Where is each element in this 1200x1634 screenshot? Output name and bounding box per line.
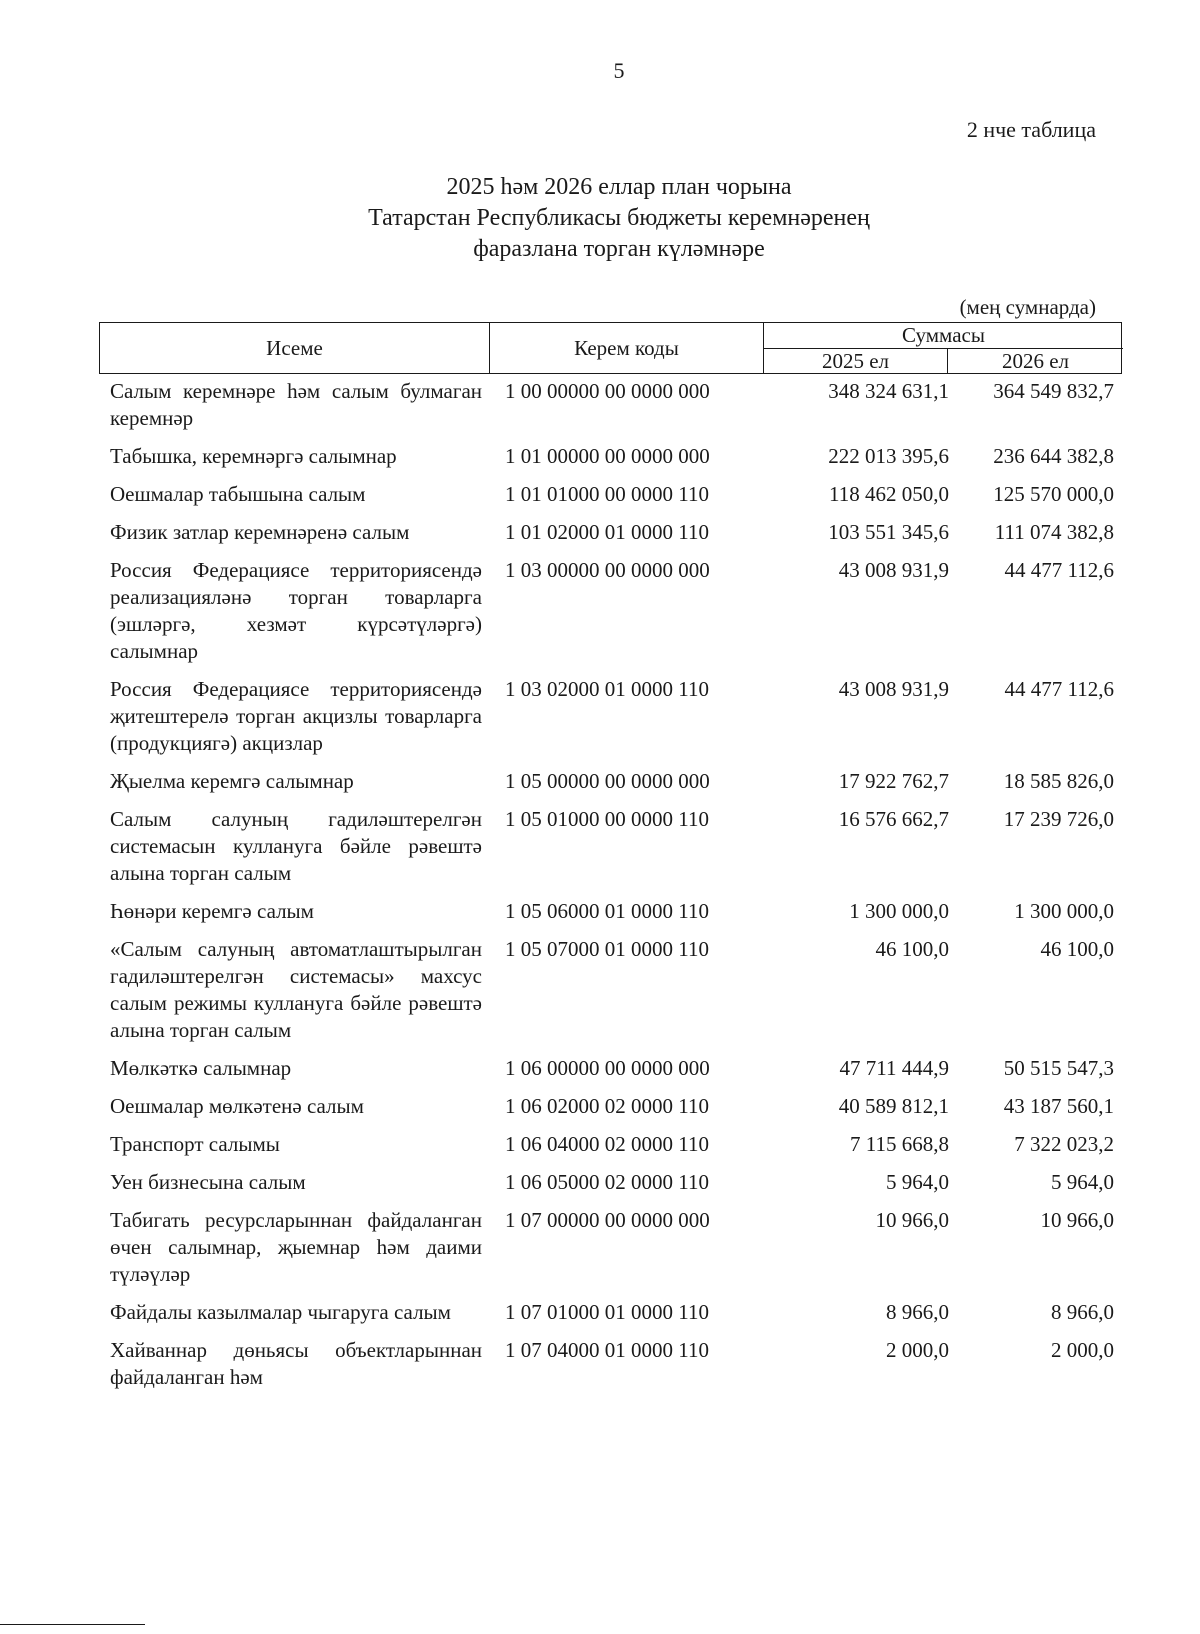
row-name: Оешмалар мөлкәтенә салым — [110, 1094, 364, 1118]
row-value-2026: 44 477 112,6 — [1004, 677, 1114, 701]
row-value-2025: 17 922 762,7 — [838, 769, 949, 793]
units-note: (мең сумнарда) — [959, 295, 1096, 319]
row-name: Җыелма керемгә салымнар — [110, 769, 354, 793]
row-name: Оешмалар табышына салым — [110, 482, 366, 506]
row-value-2026: 44 477 112,6 — [1004, 558, 1114, 582]
row-code: 1 00 00000 00 0000 000 — [505, 379, 710, 403]
table-row — [99, 519, 1122, 557]
header-year-2025: 2025 ел — [764, 349, 948, 374]
row-value-2026: 8 966,0 — [1051, 1300, 1114, 1324]
row-name: Транспорт салымы — [110, 1132, 280, 1156]
row-name: Хайваннар дөньясы объектларыннан файдаланган һәм — [110, 1338, 482, 1389]
row-code: 1 03 02000 01 0000 110 — [505, 677, 709, 701]
row-value-2025: 46 100,0 — [875, 937, 949, 961]
table-row — [99, 1207, 1122, 1299]
row-value-2025: 8 966,0 — [886, 1300, 949, 1324]
row-value-2025: 348 324 631,1 — [828, 379, 949, 403]
table-row — [99, 481, 1122, 519]
row-code: 1 06 02000 02 0000 110 — [505, 1094, 709, 1118]
table-number: 2 нче таблица — [966, 117, 1096, 142]
row-value-2026: 10 966,0 — [1040, 1208, 1114, 1232]
title-line-3: фаразлана торган күләмнәре — [473, 236, 765, 262]
table-row — [99, 768, 1122, 806]
row-value-2025: 103 551 345,6 — [828, 520, 949, 544]
row-name: Мөлкәткә салымнар — [110, 1056, 292, 1080]
document-title — [0, 172, 1200, 265]
row-value-2026: 125 570 000,0 — [993, 482, 1114, 506]
row-code: 1 06 04000 02 0000 110 — [505, 1132, 709, 1156]
row-code: 1 07 00000 00 0000 000 — [505, 1208, 710, 1232]
table-row — [99, 1299, 1122, 1337]
row-code: 1 06 05000 02 0000 110 — [505, 1170, 709, 1194]
table-row — [99, 676, 1122, 768]
table-row — [99, 1055, 1122, 1093]
header-year-2026: 2026 ел — [1001, 349, 1070, 373]
row-name: Һөнәри керемгә салым — [110, 899, 314, 923]
row-value-2026: 7 322 023,2 — [1014, 1132, 1114, 1156]
table-row — [99, 898, 1122, 936]
table-row — [99, 936, 1122, 1055]
row-value-2025: 222 013 395,6 — [828, 444, 949, 468]
page-number: 5 — [613, 58, 625, 83]
row-name: Физик затлар керемнәренә салым — [110, 520, 410, 544]
row-value-2026: 46 100,0 — [1040, 937, 1114, 961]
header-name: Исеме — [100, 323, 490, 373]
row-value-2025: 7 115 668,8 — [850, 1132, 949, 1156]
row-code: 1 05 00000 00 0000 000 — [505, 769, 710, 793]
row-value-2026: 50 515 547,3 — [1003, 1056, 1114, 1080]
row-name: Россия Федерациясе территориясендә җитештерелә торган акцизлы товарларга (продукциягә) акцизлар — [110, 677, 482, 755]
row-value-2025: 118 462 050,0 — [829, 482, 949, 506]
row-value-2025: 5 964,0 — [886, 1170, 949, 1194]
header-sums: Суммасы — [764, 323, 1123, 349]
table-row — [99, 1131, 1122, 1169]
row-code: 1 01 02000 01 0000 110 — [505, 520, 709, 544]
table-header — [99, 322, 1122, 374]
row-name: Россия Федерациясе территориясендә реализацияләнә торган товарларга (эшләргә, хезмәт күрсәтүләргә) салымнар — [110, 558, 482, 663]
row-name: Салым салуның гадиләштерелгән системасын куллануга бәйле рәвештә алына торган салым — [110, 807, 482, 885]
row-name: Уен бизнесына салым — [110, 1170, 306, 1194]
row-code: 1 01 00000 00 0000 000 — [505, 444, 710, 468]
row-code: 1 05 01000 00 0000 110 — [505, 807, 709, 831]
table-row — [99, 1337, 1122, 1402]
row-value-2025: 10 966,0 — [875, 1208, 949, 1232]
row-value-2025: 40 589 812,1 — [838, 1094, 949, 1118]
row-value-2026: 364 549 832,7 — [993, 379, 1114, 403]
row-value-2026: 236 644 382,8 — [993, 444, 1114, 468]
footnote-divider — [0, 1624, 145, 1625]
title-line-2: Татарстан Республикасы бюджеты керемнәренең — [368, 205, 870, 231]
row-code: 1 07 04000 01 0000 110 — [505, 1338, 709, 1362]
row-value-2026: 1 300 000,0 — [1014, 899, 1114, 923]
table-row — [99, 378, 1122, 443]
row-code: 1 05 07000 01 0000 110 — [505, 937, 709, 961]
row-name: Табышка, керемнәргә салымнар — [110, 444, 397, 468]
row-value-2026: 17 239 726,0 — [1003, 807, 1114, 831]
row-code: 1 05 06000 01 0000 110 — [505, 899, 709, 923]
row-name: Салым керемнәре һәм салым булмаган керемнәр — [110, 379, 482, 430]
row-value-2026: 18 585 826,0 — [1003, 769, 1114, 793]
table-row — [99, 557, 1122, 676]
row-code: 1 03 00000 00 0000 000 — [505, 558, 710, 582]
table-row — [99, 1169, 1122, 1207]
table-row — [99, 806, 1122, 898]
row-value-2026: 111 074 382,8 — [994, 520, 1114, 544]
row-code: 1 06 00000 00 0000 000 — [505, 1056, 710, 1080]
table-body — [99, 378, 1122, 1402]
table-row — [99, 443, 1122, 481]
table-row — [99, 1093, 1122, 1131]
title-line-1: 2025 һәм 2026 еллар план чорына — [446, 174, 792, 200]
row-value-2025: 43 008 931,9 — [838, 677, 949, 701]
row-value-2026: 43 187 560,1 — [1003, 1094, 1114, 1118]
row-value-2025: 1 300 000,0 — [849, 899, 949, 923]
row-value-2026: 2 000,0 — [1051, 1338, 1114, 1362]
row-value-2025: 2 000,0 — [886, 1338, 949, 1362]
row-name: Табигать ресурсларыннан файдаланган өчен салымнар, җыемнар һәм даими түләүләр — [110, 1208, 482, 1286]
row-value-2025: 43 008 931,9 — [838, 558, 949, 582]
row-code: 1 01 01000 00 0000 110 — [505, 482, 709, 506]
row-code: 1 07 01000 01 0000 110 — [505, 1300, 709, 1324]
header-code: Керем коды — [490, 323, 764, 373]
row-value-2026: 5 964,0 — [1051, 1170, 1114, 1194]
row-value-2025: 16 576 662,7 — [838, 807, 949, 831]
row-name: «Салым салуның автоматлаштырылган гадиләштерелгән системасы» махсус салым режимы куллануга бәйле рәвештә алына торган салым — [110, 937, 482, 1042]
row-value-2025: 47 711 444,9 — [839, 1056, 949, 1080]
row-name: Файдалы казылмалар чыгаруга салым — [110, 1300, 451, 1324]
